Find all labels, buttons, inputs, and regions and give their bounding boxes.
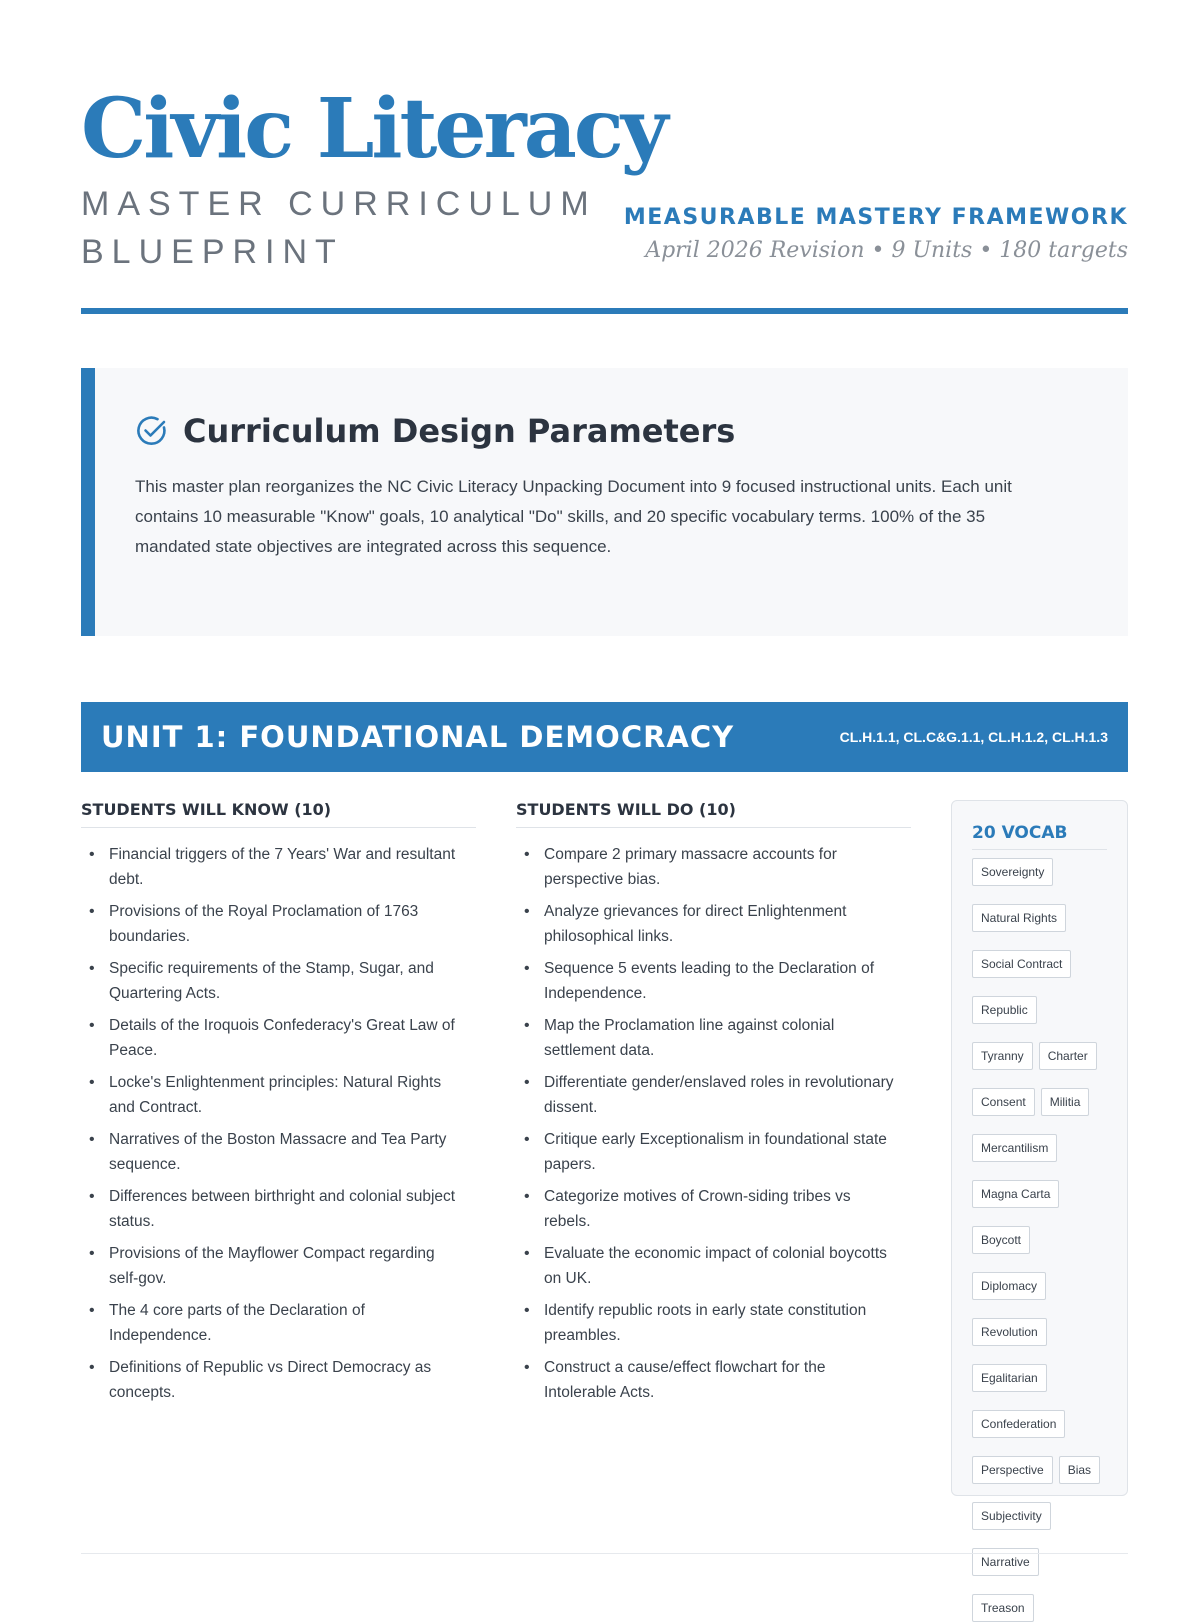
vocab-tag: Boycott: [972, 1226, 1030, 1254]
vocab-tag: Subjectivity: [972, 1502, 1051, 1530]
vocab-tag: Republic: [972, 996, 1037, 1024]
know-list: [81, 842, 476, 1405]
do-item: • Analyze grievances for direct Enlightenment philosophical links.: [516, 899, 896, 949]
know-item: • The 4 core parts of the Declaration of Independence.: [81, 1298, 461, 1348]
unit-title: UNIT 1: FOUNDATIONAL DEMOCRACY: [101, 720, 735, 754]
do-item: • Sequence 5 events leading to the Declaration of Independence.: [516, 956, 896, 1006]
footer-divider: [81, 1553, 1128, 1554]
do-item: • Critique early Exceptionalism in foundational state papers.: [516, 1127, 896, 1177]
know-item: • Financial triggers of the 7 Years' War and resultant debt.: [81, 842, 461, 892]
vocab-tag: Social Contract: [972, 950, 1071, 978]
design-parameters-heading: [135, 412, 1088, 450]
know-item: • Narratives of the Boston Massacre and Tea Party sequence.: [81, 1127, 461, 1177]
unit-banner: [81, 702, 1128, 772]
document-title: Civic Literacy: [81, 81, 666, 177]
design-parameters-text: This master plan reorganizes the NC Civic Literacy Unpacking Document into 9 focused instructional units. Each unit contains 10 measurable "Know" goals, 10 analytical "Do" skills, and 20 specific vocabulary terms. 100% of the 35 mandated state objectives are integrated across this sequence.: [135, 477, 1012, 556]
vocab-tag: Tyranny: [972, 1042, 1033, 1070]
know-heading: STUDENTS WILL KNOW (10): [81, 800, 476, 828]
vocab-tag: Natural Rights: [972, 904, 1066, 932]
know-item: • Provisions of the Mayflower Compact regarding self-gov.: [81, 1241, 461, 1291]
vocab-tag: Revolution: [972, 1318, 1047, 1346]
check-circle-icon: [135, 414, 169, 448]
know-item: • Specific requirements of the Stamp, Sugar, and Quartering Acts.: [81, 956, 461, 1006]
vocab-tag: Charter: [1039, 1042, 1097, 1070]
vocab-tag: Consent: [972, 1088, 1035, 1116]
do-list: [516, 842, 911, 1405]
know-item: • Locke's Enlightenment principles: Natural Rights and Contract.: [81, 1070, 461, 1120]
vocab-tag: Sovereignty: [972, 858, 1053, 886]
vocab-tag: Perspective: [972, 1456, 1053, 1484]
know-column: [81, 800, 476, 1412]
do-item: • Map the Proclamation line against colonial settlement data.: [516, 1013, 896, 1063]
vocab-heading: 20 VOCAB: [972, 823, 1107, 850]
do-column: [516, 800, 911, 1412]
framework-title: MEASURABLE MASTERY FRAMEWORK: [623, 205, 1128, 230]
do-item: • Construct a cause/effect flowchart for the Intolerable Acts.: [516, 1355, 896, 1405]
vocab-tag: Narrative: [972, 1548, 1039, 1576]
vocab-tag: Diplomacy: [972, 1272, 1046, 1300]
header-divider: [81, 308, 1128, 314]
do-item: • Compare 2 primary massacre accounts for perspective bias.: [516, 842, 896, 892]
vocab-tag-list: [972, 858, 1107, 1622]
document-header: [81, 80, 1128, 320]
vocab-tag: Egalitarian: [972, 1364, 1047, 1392]
vocab-tag: Confederation: [972, 1410, 1065, 1438]
design-parameters-title: Curriculum Design Parameters: [183, 412, 736, 450]
do-item: • Differentiate gender/enslaved roles in revolutionary dissent.: [516, 1070, 896, 1120]
do-item: • Evaluate the economic impact of colonial boycotts on UK.: [516, 1241, 896, 1291]
vocab-tag: Bias: [1059, 1456, 1100, 1484]
vocab-tag: Mercantilism: [972, 1134, 1057, 1162]
do-item: • Identify republic roots in early state constitution preambles.: [516, 1298, 896, 1348]
vocab-tag: Treason: [972, 1594, 1034, 1622]
document-subtitle: MASTER CURRICULUM BLUEPRINT: [81, 185, 597, 271]
framework-block: [624, 205, 1128, 263]
know-item: • Definitions of Republic vs Direct Democracy as concepts.: [81, 1355, 461, 1405]
framework-meta: April 2026 Revision • 9 Units • 180 targets: [645, 238, 1128, 263]
do-item: • Categorize motives of Crown-siding tribes vs rebels.: [516, 1184, 896, 1234]
do-heading: STUDENTS WILL DO (10): [516, 800, 911, 828]
vocab-tag: Magna Carta: [972, 1180, 1059, 1208]
vocab-panel: [951, 800, 1128, 1615]
unit-standard-codes: CL.H.1.1, CL.C&G.1.1, CL.H.1.2, CL.H.1.3: [839, 729, 1108, 745]
know-item: • Provisions of the Royal Proclamation of 1763 boundaries.: [81, 899, 461, 949]
vocab-tag: Militia: [1041, 1088, 1090, 1116]
know-item: • Details of the Iroquois Confederacy's Great Law of Peace.: [81, 1013, 461, 1063]
design-parameters-panel: [81, 368, 1128, 636]
know-item: • Differences between birthright and colonial subject status.: [81, 1184, 461, 1234]
